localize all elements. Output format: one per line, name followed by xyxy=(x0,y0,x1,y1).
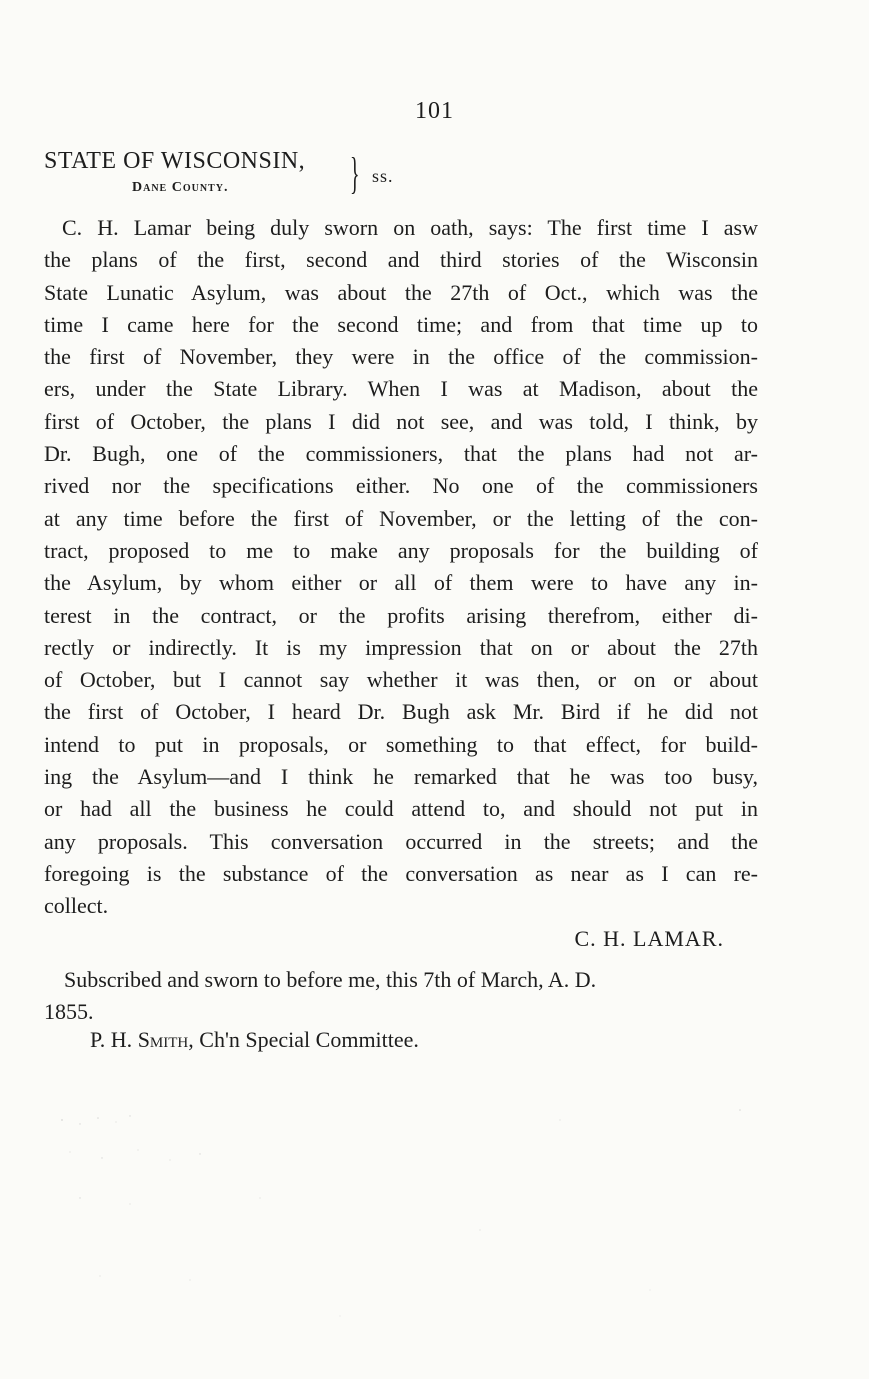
body-line: at any time before the first of November, or the letting of the con- xyxy=(44,505,758,531)
body-line: tract, proposed to me to make any proposals for the building of xyxy=(44,537,758,563)
paper-specks xyxy=(40,1080,820,1340)
county-heading: Dane County. xyxy=(132,180,229,195)
body-line: the Asylum, by whom either or all of them were to have any in- xyxy=(44,570,758,596)
body-line: C. H. Lamar being duly sworn on oath, says: The first time I asw xyxy=(62,215,758,240)
venue-caption xyxy=(44,146,444,204)
affiant-signature: C. H. LAMAR. xyxy=(574,926,724,951)
body-line: terest in the contract, or the profits arising therefrom, either di- xyxy=(44,602,758,628)
page-number: 101 xyxy=(415,98,454,124)
scilicet-mark: ss. xyxy=(372,166,394,186)
caption-brace: } xyxy=(350,149,360,198)
body-line: any proposals. This conversation occurred in the streets; and the xyxy=(44,828,758,854)
body-line: foregoing is the substance of the conversation as near as I can re- xyxy=(44,860,758,886)
body-line: rived nor the specifications either. No one of the commissioners xyxy=(44,473,758,499)
affidavit-body xyxy=(44,212,758,923)
body-line: collect. xyxy=(44,893,109,919)
body-line: rectly or indirectly. It is my impression that on or about the 27th xyxy=(44,634,758,660)
official-surname: Smith xyxy=(137,1027,189,1052)
body-line: the first of October, I heard Dr. Bugh ask Mr. Bird if he did not xyxy=(44,699,758,725)
official-title: , Ch'n Special Committee. xyxy=(188,1027,419,1052)
body-line: ers, under the State Library. When I was at Madison, about the xyxy=(44,376,758,402)
official-attestation xyxy=(90,1024,419,1056)
body-line: State Lunatic Asylum, was about the 27th of Oct., which was the xyxy=(44,279,758,305)
body-line: intend to put in proposals, or something to that effect, for build- xyxy=(44,731,758,757)
state-heading: STATE OF WISCONSIN, xyxy=(44,148,306,174)
official-initials: P. H. xyxy=(90,1027,138,1052)
body-line: of October, but I cannot say whether it was then, or on or about xyxy=(44,667,758,693)
body-line: time I came here for the second time; and from that time up to xyxy=(44,311,758,337)
body-line: the plans of the first, second and third stories of the Wisconsin xyxy=(44,247,758,273)
body-line: or had all the business he could attend to, and should not put in xyxy=(44,796,758,822)
body-line: first of October, the plans I did not see, and was told, I think, by xyxy=(44,408,758,434)
body-line: Dr. Bugh, one of the commissioners, that the plans had not ar- xyxy=(44,441,758,467)
jurat-year: 1855. xyxy=(44,999,94,1024)
body-line: the first of November, they were in the office of the commission- xyxy=(44,344,758,370)
jurat-line: Subscribed and sworn to before me, this 7th of March, A. D. xyxy=(64,967,597,992)
body-line: ing the Asylum—and I think he remarked that he was too busy, xyxy=(44,764,758,790)
